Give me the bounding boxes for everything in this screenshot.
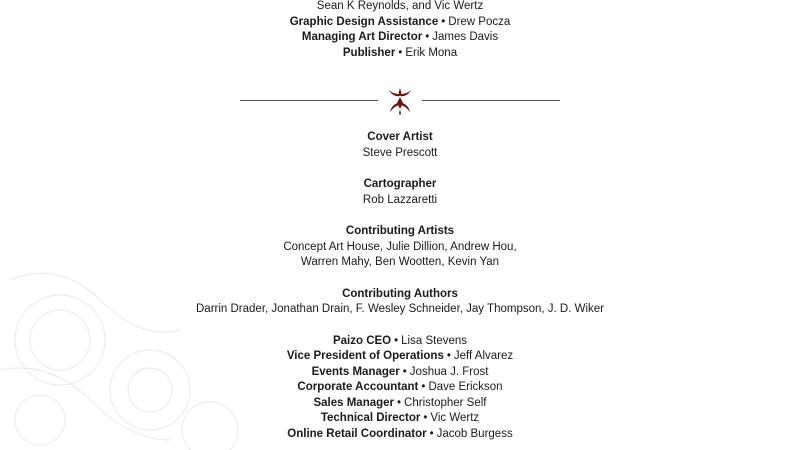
credit-line xyxy=(0,46,800,62)
bullet-separator: • xyxy=(425,31,430,43)
credit-name: Vic Wertz xyxy=(430,412,480,424)
staff-list xyxy=(0,334,800,443)
credit-name: Jacob Burgess xyxy=(436,427,513,440)
credit-role: Paizo CEO xyxy=(332,334,392,347)
credit-role: Contributing Artists xyxy=(345,225,455,237)
staff-credit-line xyxy=(0,365,800,381)
credit-role: Vice President of Operations xyxy=(286,350,444,362)
bullet-separator: • xyxy=(423,412,428,424)
bullet-separator: • xyxy=(402,365,407,378)
credit-role: Events Manager xyxy=(311,365,400,378)
credit-line xyxy=(0,0,800,15)
staff-credit-line xyxy=(0,334,800,350)
credit-role: Managing Art Director xyxy=(301,31,423,43)
credit-role: Sales Manager xyxy=(313,396,395,409)
credit-name: Christopher Self xyxy=(404,396,487,409)
bullet-separator: • xyxy=(394,334,399,347)
bullet-separator: • xyxy=(446,350,451,362)
credit-name: Darrin Drader, Jonathan Drain, F. Wesley Schneider, Jay Thompson, J. D. Wiker xyxy=(196,303,604,315)
credit-name: Rob Lazzaretti xyxy=(362,193,438,206)
credit-role: Contributing Authors xyxy=(342,287,458,300)
credit-name: Steve Prescott xyxy=(362,146,438,159)
bullet-separator: • xyxy=(429,427,434,440)
credit-role: Technical Director xyxy=(320,412,421,424)
credit-role: Corporate Accountant xyxy=(297,381,419,393)
ornament-icon xyxy=(387,87,413,115)
divider-rule-left xyxy=(240,100,378,101)
credit-name: Warren Mahy, Ben Wootten, Kevin Yan xyxy=(300,256,500,268)
bullet-separator: • xyxy=(397,396,402,409)
credit-name: Concept Art House, Julie Dillion, Andrew Hou, xyxy=(283,240,517,253)
staff-credit-line xyxy=(0,411,800,427)
credit-line xyxy=(0,30,800,46)
credit-text: Sean K Reynolds, and Vic Wertz xyxy=(316,0,484,12)
divider-rule-right xyxy=(422,100,560,101)
credit-role: Cover Artist xyxy=(367,131,433,143)
credit-name: Drew Pocza xyxy=(448,15,511,28)
staff-credit-line xyxy=(0,427,800,443)
staff-credit-line xyxy=(0,349,800,365)
credit-role: Online Retail Coordinator xyxy=(287,427,427,440)
credit-name: Jeff Alvarez xyxy=(453,350,514,362)
bullet-separator: • xyxy=(421,381,426,393)
bullet-separator: • xyxy=(441,15,446,28)
staff-credit-line xyxy=(0,380,800,396)
credit-role: Publisher xyxy=(342,46,396,59)
credit-name: Lisa Stevens xyxy=(401,334,468,347)
staff-credit-line xyxy=(0,396,800,412)
credit-line xyxy=(0,15,800,31)
credit-role: Cartographer xyxy=(363,178,437,190)
credit-name: Erik Mona xyxy=(405,46,458,59)
credit-name: James Davis xyxy=(432,31,499,43)
credit-name: Joshua J. Frost xyxy=(409,365,489,378)
bullet-separator: • xyxy=(398,46,403,59)
ornamental-divider xyxy=(240,85,560,117)
credit-name: Dave Erickson xyxy=(428,381,503,393)
credit-role: Graphic Design Assistance xyxy=(289,15,439,28)
